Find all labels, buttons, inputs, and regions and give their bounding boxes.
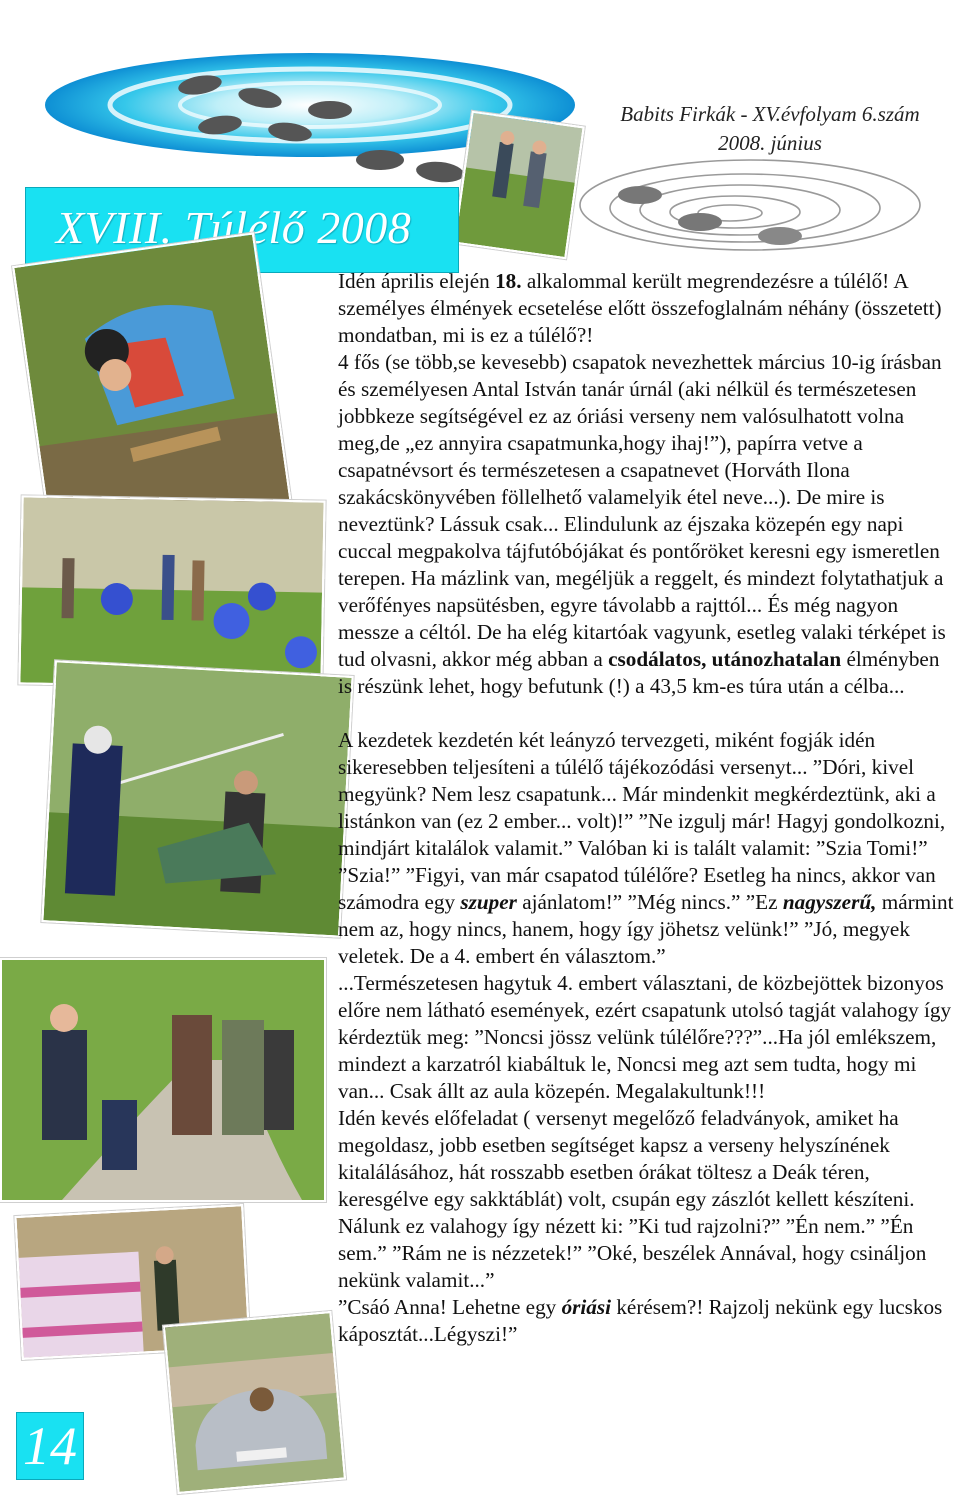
article-body [338,268,956,1348]
photo-hikers-path [0,958,326,1202]
header-photo [453,111,585,260]
paragraph-last-member: ...Természetesen hagytuk 4. embert választani, de közbejöttek bizonyos előre nem látható események, ezért csapatunk utolsó tagját valahogy így kérdeztük meg: ”Noncsi jössz velünk túlélőre???”...Ha jól emlékszem, mindezt a karzatról kiabáltuk le, Noncsi meg azt sem tudta, hogy mi van... Csak állt az aula közepén. Megalakultunk!!! [338,971,952,1103]
photo-crouching-boy [12,232,292,537]
paragraph-pretasks: Idén kevés előfeladat ( versenyt megelőző feladványok, amiket ha megoldasz, jobb esetben segítséget kapsz a verseny helyszínének kitalálásához, hát rosszabb esetben órákat töltesz a Deák téren, keresgélve egy sakktáblát) volt, csupán egy zászlót kellett készíteni. Nálunk ez valahogy így nézett ki: ”Ki tud rajzolni?” ”Én nem.” ”Én sem.” ”Rám ne is nézzetek!” ”Oké, beszélek Annával, hogy csináljon nekünk valamit...” [338,1106,927,1292]
paragraph-team-forming: A kezdetek kezdetén két leányzó tervezgeti, miként fogják idén sikeresebben teljesíteni a túlélő tájékozódási versenyt... ”Dóri, kivel megyünk? Nem lesz csapatunk... Már mindenkit megkérdeztünk, aki a listánkon van (ez 2 ember... volt)!” ”Ne izgulj már! Hagyj gondolkozni, mindjárt kitalálok valamit.” Valóban ki is talált valamit: ”Szia Tomi!” ”Szia!” ”Figyi, van már csapatod túlélőre? Esetleg ha nincs, akkor van számodra egy szuper ajánlatom!” ”Még nincs.” ”Ez nagyszerű, mármint nem az, hogy nincs, hanem, hogy így jöhetsz velünk!” ”Jó, megyek veletek. De a 4. embert én választom.” [338,728,954,968]
paragraph-intro: Idén április elején 18. alkalommal került megrendezésre a túlélő! A személyes élmények ecsetelése előtt összefoglalnám néhány (összetett) mondatban, mi is ez a túlélő?! [338,269,942,347]
paragraph-anna: ”Csáó Anna! Lehetne egy óriási kérésem?! Rajzolj nekünk egy lucskos káposztát...Légyszi!” [338,1295,943,1346]
paragraph-rules: 4 fős (se több,se kevesebb) csapatok nevezhettek március 10-ig írásban és személyesen Antal István tanár úrnál (aki nélkül és természetesen jobbkeze segítségével ez az óriási verseny nem valósulhatott volna meg,de „ez annyira csapatmunka,hogy ihaj!”), papírra vetve a csapatnévsort és természetesen a csapatnevet (Horváth Ilona szakácskönyvében föllelhető valamelyik étel neve...). De mire is neveztünk? Lássuk csak... Elindulunk az éjszaka közepén egy napi cuccal megpakolva tájfutóbójákat és pontőröket keresni egy ismeretlen terepen. Ha mázlink van, megéljük a reggelt, és mindezt folytathatjuk a verőfényes napsütésben, egyre távolabb a rajttól... És még nagyon messze a céltól. De ha elég kitartóak vagyunk, esetleg valaki térképet is tud olvasni, akkor még abban a csodálatos, utánozhatalan élményben is részünk lehet, hogy befutunk (!) a 43,5 km-es túra után a célba... [338,350,946,698]
page-number: 14 [23,1416,77,1476]
issue-date: 2008. június [718,131,822,155]
article-title: XVIII. Túlélő 2008 [56,202,412,253]
publication-name: Babits Firkák - XV.évfolyam 6.szám [620,102,920,126]
photo-rope-crossing [41,660,353,937]
masthead [580,100,960,158]
page-number-box [16,1412,84,1480]
photo-decorated-car [163,1311,346,1494]
